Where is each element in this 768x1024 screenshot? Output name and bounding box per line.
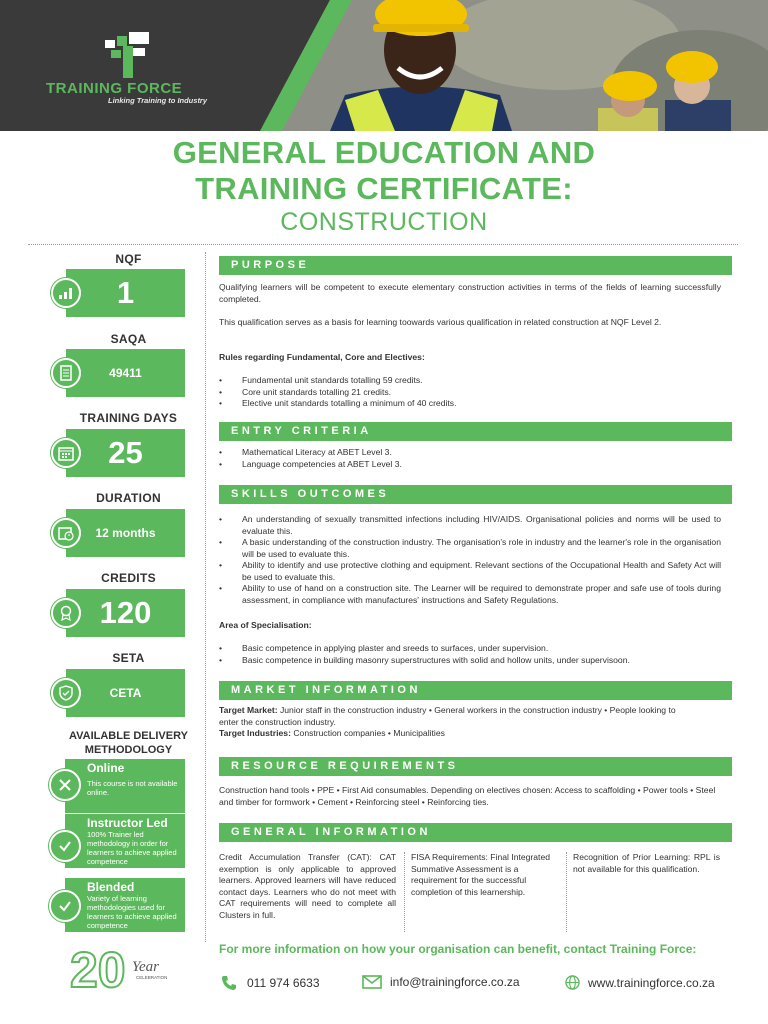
- list-item: • Core unit standards totalling 21 credits.: [219, 387, 721, 399]
- column-divider: [566, 852, 567, 932]
- contact-website[interactable]: [565, 975, 715, 990]
- market-text: [219, 705, 689, 740]
- credits-label: CREDITS: [101, 571, 156, 585]
- delivery-online: [65, 759, 185, 813]
- contact-email[interactable]: [362, 975, 520, 989]
- nqf-label: NQF: [115, 252, 142, 266]
- list-item: • Language competencies at ABET Level 3.: [219, 459, 721, 471]
- target-market-text: Junior staff in the construction industry • General workers in the construction industry • People looking to enter the construction industry.: [219, 705, 676, 727]
- nqf-value: 1: [66, 269, 185, 317]
- market-information-heading: MARKET INFORMATION: [219, 681, 732, 700]
- calendar-icon: [51, 438, 81, 468]
- cross-icon: [49, 769, 81, 801]
- delivery-blended: [65, 878, 185, 932]
- website-url[interactable]: www.trainingforce.co.za: [588, 975, 715, 990]
- training-days-value: 25: [66, 429, 185, 477]
- document-icon: [51, 358, 81, 388]
- resources-text: Construction hand tools • PPE • First Aid consumables. Depending on electives chosen: Access to scaffolding • Power tools • Steel and timber for formwork • Cement • Reinforcing steel • Reinforcing ties.: [219, 785, 716, 807]
- award-icon: [51, 598, 81, 628]
- delivery-methodology-title: [36, 729, 221, 757]
- target-industries-label: Target Industries:: [219, 728, 291, 738]
- rules-heading: [219, 352, 721, 364]
- title-line-1: GENERAL EDUCATION AND: [172, 135, 596, 170]
- seta-value: CETA: [66, 669, 185, 717]
- target-industries-text: Construction companies • Municipalities: [293, 728, 445, 738]
- skills-outcomes-heading: SKILLS OUTCOMES: [219, 485, 732, 504]
- delivery-online-desc: This course is not available online.: [87, 779, 178, 797]
- shield-check-icon: [51, 678, 81, 708]
- contact-phone[interactable]: [221, 975, 320, 991]
- phone-number[interactable]: 011 974 6633: [247, 976, 320, 990]
- column-divider: [404, 852, 405, 932]
- list-item: • Ability to identify and use protective clothing and equipment. Relevant sections of the Occupational Health and Safety Act will be used to evaluate this.: [219, 560, 721, 583]
- specialisation-heading: [219, 620, 721, 632]
- anniversary-word: Year: [132, 959, 159, 975]
- anniversary-number: 20: [70, 942, 126, 997]
- twenty-year-celebration-logo: [70, 937, 185, 997]
- training-days-label: TRAINING DAYS: [79, 411, 178, 425]
- list-item: • Ability to use of hand on a construction site. The Learner will be required to demonstrate proper and safe use of tools during assessment, in compliance with manufactures' instructions and Safety Regulations.: [219, 583, 721, 606]
- specialisation-list: [219, 643, 721, 666]
- rules-list: [219, 375, 721, 410]
- bar-chart-icon: [51, 278, 81, 308]
- purpose-heading: PURPOSE: [219, 256, 732, 275]
- resource-requirements-heading: RESOURCE REQUIREMENTS: [219, 757, 732, 776]
- credits-value: 120: [66, 589, 185, 637]
- list-item: • A basic understanding of the construction industry. The organisation's role in industry and the learner's role in the organisation will be used to evaluate this.: [219, 537, 721, 560]
- duration-value: 12 months: [66, 509, 185, 557]
- specialisation-heading-text: Area of Specialisation:: [219, 620, 312, 630]
- general-info-rpl: Recognition of Prior Learning: RPL is not available for this qualification.: [573, 852, 720, 874]
- list-item: • Mathematical Literacy at ABET Level 3.: [219, 447, 721, 459]
- header-banner: [0, 0, 768, 131]
- rules-heading-text: Rules regarding Fundamental, Core and Electives:: [219, 352, 425, 362]
- list-item: • Basic competence in building masonry superstructures with solid and hollow units, under supervisoon.: [219, 655, 721, 667]
- brand-tagline: Linking Training to Industry: [108, 96, 208, 105]
- list-item: • Basic competence in applying plaster and sreeds to surfaces, under supervision.: [219, 643, 721, 655]
- title-subtitle: CONSTRUCTION: [280, 208, 488, 236]
- list-item: • Fundamental unit standards totalling 59 credits.: [219, 375, 721, 387]
- saqa-value: 49411: [66, 349, 185, 397]
- clock-calendar-icon: [51, 518, 81, 548]
- seta-label: SETA: [112, 651, 145, 665]
- anniversary-sub: CELEBRATION: [136, 975, 168, 980]
- duration-label: DURATION: [96, 491, 161, 505]
- target-market-label: Target Market:: [219, 705, 278, 715]
- delivery-online-name: Online: [87, 761, 125, 775]
- delivery-instructor-led: [65, 814, 185, 868]
- globe-icon: [565, 975, 580, 990]
- page-title: [0, 135, 768, 237]
- purpose-p2: This qualification serves as a basis for learning toowards various qualification in related construction at NQF Level 2.: [219, 317, 662, 327]
- list-item: • Elective unit standards totalling a minimum of 40 credits.: [219, 398, 721, 410]
- skills-list: [219, 514, 721, 606]
- contact-cta: For more information on how your organisation can benefit, contact Training Force:: [219, 942, 697, 956]
- delivery-blended-name: Blended: [87, 880, 135, 894]
- delivery-blended-desc: Variety of learning methodologies used for learners to achieve applied competence: [87, 894, 177, 930]
- title-line-2: TRAINING CERTIFICATE:: [195, 171, 573, 206]
- general-info-fisa: FISA Requirements: Final Integrated Summative Assessment is a requirement for the successful completion of this learnership.: [411, 852, 551, 897]
- entry-criteria-heading: ENTRY CRITERIA: [219, 422, 732, 441]
- training-force-logo-icon: [103, 30, 151, 80]
- email-address[interactable]: info@trainingforce.co.za: [390, 975, 520, 989]
- check-icon: [49, 830, 81, 862]
- saqa-label: SAQA: [110, 332, 147, 346]
- delivery-title-line-1: AVAILABLE DELIVERY: [69, 730, 188, 742]
- list-item: • An understanding of sexually transmitted infections including HIV/AIDS. Organisational policies and norms will be used to evaluate this.: [219, 514, 721, 537]
- general-info-cat: Credit Accumulation Transfer (CAT): CAT exemption is only applicable to approved learners. Approved learners will have reduced contact days. Learners who do not meet with CAT requirements will need to complete all Clusters in full.: [219, 852, 396, 920]
- phone-icon: [221, 975, 237, 991]
- purpose-p1: Qualifying learners will be competent to execute elementary construction activities in terms of the fields of learning successfully completed.: [219, 282, 721, 304]
- email-icon: [362, 975, 382, 989]
- check-icon: [49, 890, 81, 922]
- general-information-heading: GENERAL INFORMATION: [219, 823, 732, 842]
- delivery-title-line-2: METHODOLOGY: [84, 744, 173, 756]
- delivery-instructor-name: Instructor Led: [87, 816, 168, 830]
- brand-name: TRAINING FORCE: [46, 80, 183, 97]
- entry-list: [219, 447, 721, 470]
- column-divider: [205, 252, 206, 942]
- delivery-instructor-desc: 100% Trainer led methodology in order for learners to achieve applied competence: [87, 830, 177, 866]
- divider: [28, 244, 738, 245]
